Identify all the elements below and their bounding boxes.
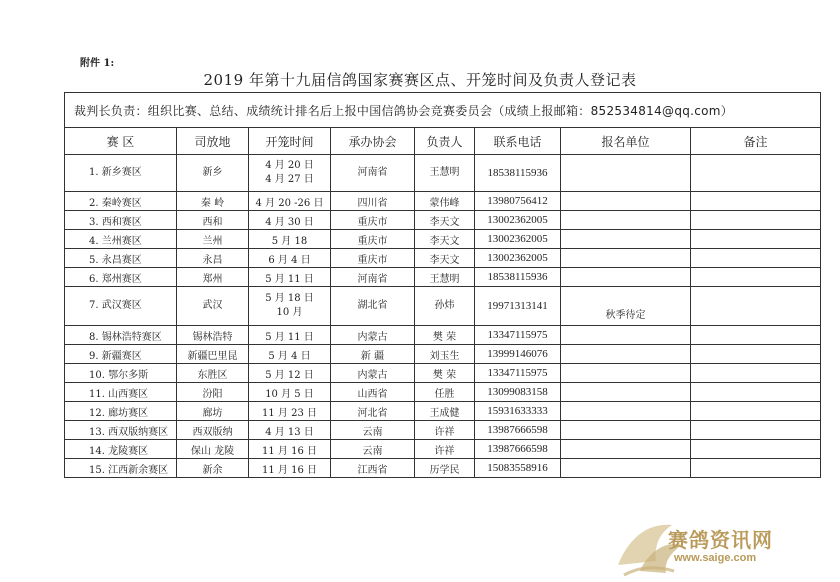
cell-site: 兰州 (177, 230, 249, 249)
cell-remarks (691, 192, 821, 211)
cell-assoc: 重庆市 (331, 230, 415, 249)
cell-registration (561, 192, 691, 211)
cell-zone: 14. 龙陵赛区 (65, 440, 177, 459)
cell-site: 新余 (177, 459, 249, 478)
cell-assoc: 河南省 (331, 155, 415, 192)
cell-phone: 15083558916 (475, 459, 561, 478)
cell-time: 11 月 16 日 (249, 440, 331, 459)
table-row (65, 211, 821, 230)
cell-remarks (691, 268, 821, 287)
cell-remarks (691, 345, 821, 364)
cell-site: 新乡 (177, 155, 249, 192)
cell-person: 许祥 (415, 440, 475, 459)
cell-registration (561, 440, 691, 459)
cell-time: 4 月 30 日 (249, 211, 331, 230)
header-remarks: 备注 (691, 128, 821, 155)
cell-zone: 8. 锡林浩特赛区 (65, 326, 177, 345)
cell-site: 武汉 (177, 287, 249, 326)
registration-table (64, 92, 821, 478)
cell-remarks (691, 383, 821, 402)
cell-time-line2: 10 月 (276, 307, 303, 318)
cell-zone: 1. 新乡赛区 (65, 155, 177, 192)
table-row (65, 402, 821, 421)
cell-assoc: 内蒙古 (331, 326, 415, 345)
cell-person: 历学民 (415, 459, 475, 478)
cell-assoc: 山西省 (331, 383, 415, 402)
attachment-label: 附件 1: (80, 58, 115, 69)
cell-assoc: 河北省 (331, 402, 415, 421)
cell-registration (561, 383, 691, 402)
cell-person: 孙炜 (415, 287, 475, 326)
cell-person: 许祥 (415, 421, 475, 440)
table-row (65, 326, 821, 345)
table-row (65, 345, 821, 364)
cell-registration (561, 364, 691, 383)
referee-notice: 裁判长负责：组织比赛、总结、成绩统计排名后上报中国信鸽协会竞赛委员会（成绩上报邮箱：852534814@qq.com） (65, 93, 821, 128)
cell-time: 10 月 5 日 (249, 383, 331, 402)
cell-assoc: 河南省 (331, 268, 415, 287)
cell-site: 东胜区 (177, 364, 249, 383)
cell-phone: 13099083158 (475, 383, 561, 402)
cell-site: 锡林浩特 (177, 326, 249, 345)
cell-remarks (691, 421, 821, 440)
table-row (65, 440, 821, 459)
header-release-site: 司放地 (177, 128, 249, 155)
cell-remarks (691, 155, 821, 192)
cell-time-line1: 5 月 18 日 (265, 293, 314, 304)
cell-person: 樊 荣 (415, 364, 475, 383)
cell-site: 西和 (177, 211, 249, 230)
cell-assoc: 四川省 (331, 192, 415, 211)
cell-time: 4 月 13 日 (249, 421, 331, 440)
cell-remarks (691, 249, 821, 268)
cell-registration (561, 249, 691, 268)
table-row (65, 268, 821, 287)
cell-zone: 10. 鄂尔多斯 (65, 364, 177, 383)
cell-assoc: 湖北省 (331, 287, 415, 326)
table-row (65, 230, 821, 249)
cell-assoc: 云南 (331, 440, 415, 459)
cell-phone: 13002362005 (475, 211, 561, 230)
cell-person: 蒙伟峰 (415, 192, 475, 211)
cell-site: 廊坊 (177, 402, 249, 421)
cell-registration (561, 459, 691, 478)
table-row (65, 383, 821, 402)
cell-person: 王慧明 (415, 155, 475, 192)
cell-time: 11 月 23 日 (249, 402, 331, 421)
watermark-brand: 赛鸽资讯网 (668, 528, 773, 552)
cell-site: 永昌 (177, 249, 249, 268)
cell-time: 5 月 12 日 (249, 364, 331, 383)
cell-person: 李天文 (415, 211, 475, 230)
cell-remarks (691, 326, 821, 345)
cell-person: 李天文 (415, 249, 475, 268)
cell-phone: 19971313141 (475, 287, 561, 326)
cell-remarks (691, 230, 821, 249)
cell-zone: 4. 兰州赛区 (65, 230, 177, 249)
cell-registration (561, 230, 691, 249)
cell-zone: 6. 郑州赛区 (65, 268, 177, 287)
cell-phone: 13999146076 (475, 345, 561, 364)
cell-site: 郑州 (177, 268, 249, 287)
cell-site: 汾阳 (177, 383, 249, 402)
cell-phone: 18538115936 (475, 155, 561, 192)
cell-time: 5 月 4 日 (249, 345, 331, 364)
header-zone: 赛 区 (65, 128, 177, 155)
cell-registration (561, 402, 691, 421)
cell-zone: 11. 山西赛区 (65, 383, 177, 402)
cell-remarks (691, 402, 821, 421)
cell-registration (561, 421, 691, 440)
cell-remarks (691, 440, 821, 459)
cell-time: 6 月 4 日 (249, 249, 331, 268)
cell-zone: 9. 新疆赛区 (65, 345, 177, 364)
cell-zone: 7. 武汉赛区 (65, 287, 177, 326)
cell-time: 11 月 16 日 (249, 459, 331, 478)
cell-time: 5 月 11 日 (249, 268, 331, 287)
table-header (65, 128, 821, 155)
cell-registration-note: 秋季待定 (561, 287, 691, 326)
cell-time-line1: 4 月 20 日 (265, 160, 314, 171)
cell-assoc: 重庆市 (331, 211, 415, 230)
cell-remarks (691, 211, 821, 230)
cell-assoc: 云南 (331, 421, 415, 440)
document-title: 2019 年第十九届信鸽国家赛赛区点、开笼时间及负责人登记表 (203, 71, 637, 89)
cell-assoc: 重庆市 (331, 249, 415, 268)
cell-zone: 13. 西双版纳赛区 (65, 421, 177, 440)
cell-phone: 15931633333 (475, 402, 561, 421)
cell-zone: 12. 廊坊赛区 (65, 402, 177, 421)
header-phone: 联系电话 (475, 128, 561, 155)
cell-person: 任胜 (415, 383, 475, 402)
cell-person: 刘玉生 (415, 345, 475, 364)
cell-remarks (691, 287, 821, 326)
cell-site: 西双版纳 (177, 421, 249, 440)
cell-registration (561, 268, 691, 287)
cell-time: 5 月 18 (249, 230, 331, 249)
cell-assoc: 内蒙古 (331, 364, 415, 383)
cell-phone: 13002362005 (475, 249, 561, 268)
cell-phone: 13987666598 (475, 440, 561, 459)
cell-time-line2: 4 月 27 日 (265, 174, 314, 185)
cell-phone: 18538115936 (475, 268, 561, 287)
cell-time: 4 月 20 -26 日 (249, 192, 331, 211)
cell-phone: 13987666598 (475, 421, 561, 440)
cell-person: 李天文 (415, 230, 475, 249)
cell-zone: 2. 秦岭赛区 (65, 192, 177, 211)
cell-phone: 13347115975 (475, 364, 561, 383)
cell-remarks (691, 364, 821, 383)
cell-site: 保山 龙陵 (177, 440, 249, 459)
cell-zone: 15. 江西新余赛区 (65, 459, 177, 478)
header-person-in-charge: 负责人 (415, 128, 475, 155)
table-row (65, 459, 821, 478)
header-registration-unit: 报名单位 (561, 128, 691, 155)
cell-phone: 13347115975 (475, 326, 561, 345)
cell-time (249, 287, 331, 326)
cell-zone: 5. 永昌赛区 (65, 249, 177, 268)
cell-phone: 13002362005 (475, 230, 561, 249)
cell-phone: 13980756412 (475, 192, 561, 211)
header-release-time: 开笼时间 (249, 128, 331, 155)
table-row (65, 192, 821, 211)
table-row (65, 364, 821, 383)
cell-person: 王成健 (415, 402, 475, 421)
cell-registration (561, 345, 691, 364)
cell-assoc: 江西省 (331, 459, 415, 478)
cell-time: 5 月 11 日 (249, 326, 331, 345)
cell-assoc: 新 疆 (331, 345, 415, 364)
table-row (65, 287, 821, 326)
watermark-url: www.saige.com (674, 552, 757, 564)
cell-person: 王慧明 (415, 268, 475, 287)
cell-site: 秦 岭 (177, 192, 249, 211)
header-host-association: 承办协会 (331, 128, 415, 155)
table-row (65, 421, 821, 440)
cell-time (249, 155, 331, 192)
cell-registration (561, 326, 691, 345)
cell-person: 樊 荣 (415, 326, 475, 345)
table-row (65, 155, 821, 192)
cell-zone: 3. 西和赛区 (65, 211, 177, 230)
cell-registration (561, 155, 691, 192)
table-row (65, 249, 821, 268)
cell-site: 新疆巴里昆 (177, 345, 249, 364)
cell-registration (561, 211, 691, 230)
cell-remarks (691, 459, 821, 478)
